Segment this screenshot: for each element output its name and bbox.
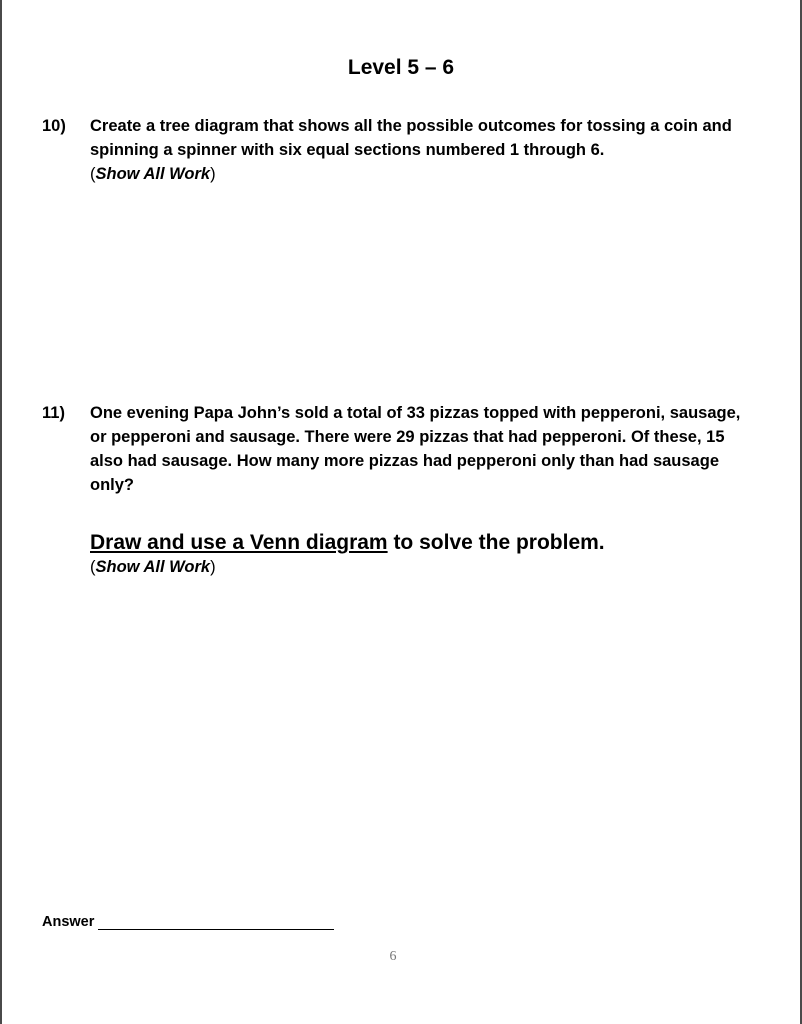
show-work-close-paren: )	[210, 165, 216, 183]
page-number: 6	[389, 949, 397, 964]
show-work-note	[90, 555, 760, 579]
question-body	[90, 401, 760, 579]
show-work-label: Show All Work	[95, 165, 211, 183]
show-work-open-paren: (	[90, 558, 96, 576]
page-border-left	[0, 0, 2, 1024]
venn-instruction-rest: to solve the problem.	[387, 531, 605, 554]
page-title: Level 5 – 6	[347, 56, 455, 79]
question-body	[90, 114, 760, 186]
question-text: Create a tree diagram that shows all the possible outcomes for tossing a coin and spinning a spinner with six equal sections numbered 1 through 6.	[90, 117, 732, 159]
answer-label: Answer	[42, 914, 95, 930]
show-work-label: Show All Work	[95, 558, 211, 576]
venn-instruction	[90, 531, 760, 555]
question-number: 11)	[42, 404, 65, 422]
answer-row	[42, 913, 334, 930]
show-work-close-paren: )	[210, 558, 216, 576]
question-10	[42, 114, 762, 194]
question-11	[42, 401, 762, 591]
show-work-note	[90, 162, 760, 186]
question-number: 10)	[42, 117, 66, 135]
answer-blank-line[interactable]	[98, 913, 334, 930]
question-text: One evening Papa John’s sold a total of 33 pizzas topped with pepperoni, sausage, or pepperoni and sausage. There were 29 pizzas that had pepperoni. Of these, 15 also had sausage. How many more pizzas had pepperoni only than had sausage only?	[90, 404, 741, 494]
venn-instruction-emphasis: Draw and use a Venn diagram	[90, 531, 388, 554]
show-work-open-paren: (	[90, 165, 96, 183]
